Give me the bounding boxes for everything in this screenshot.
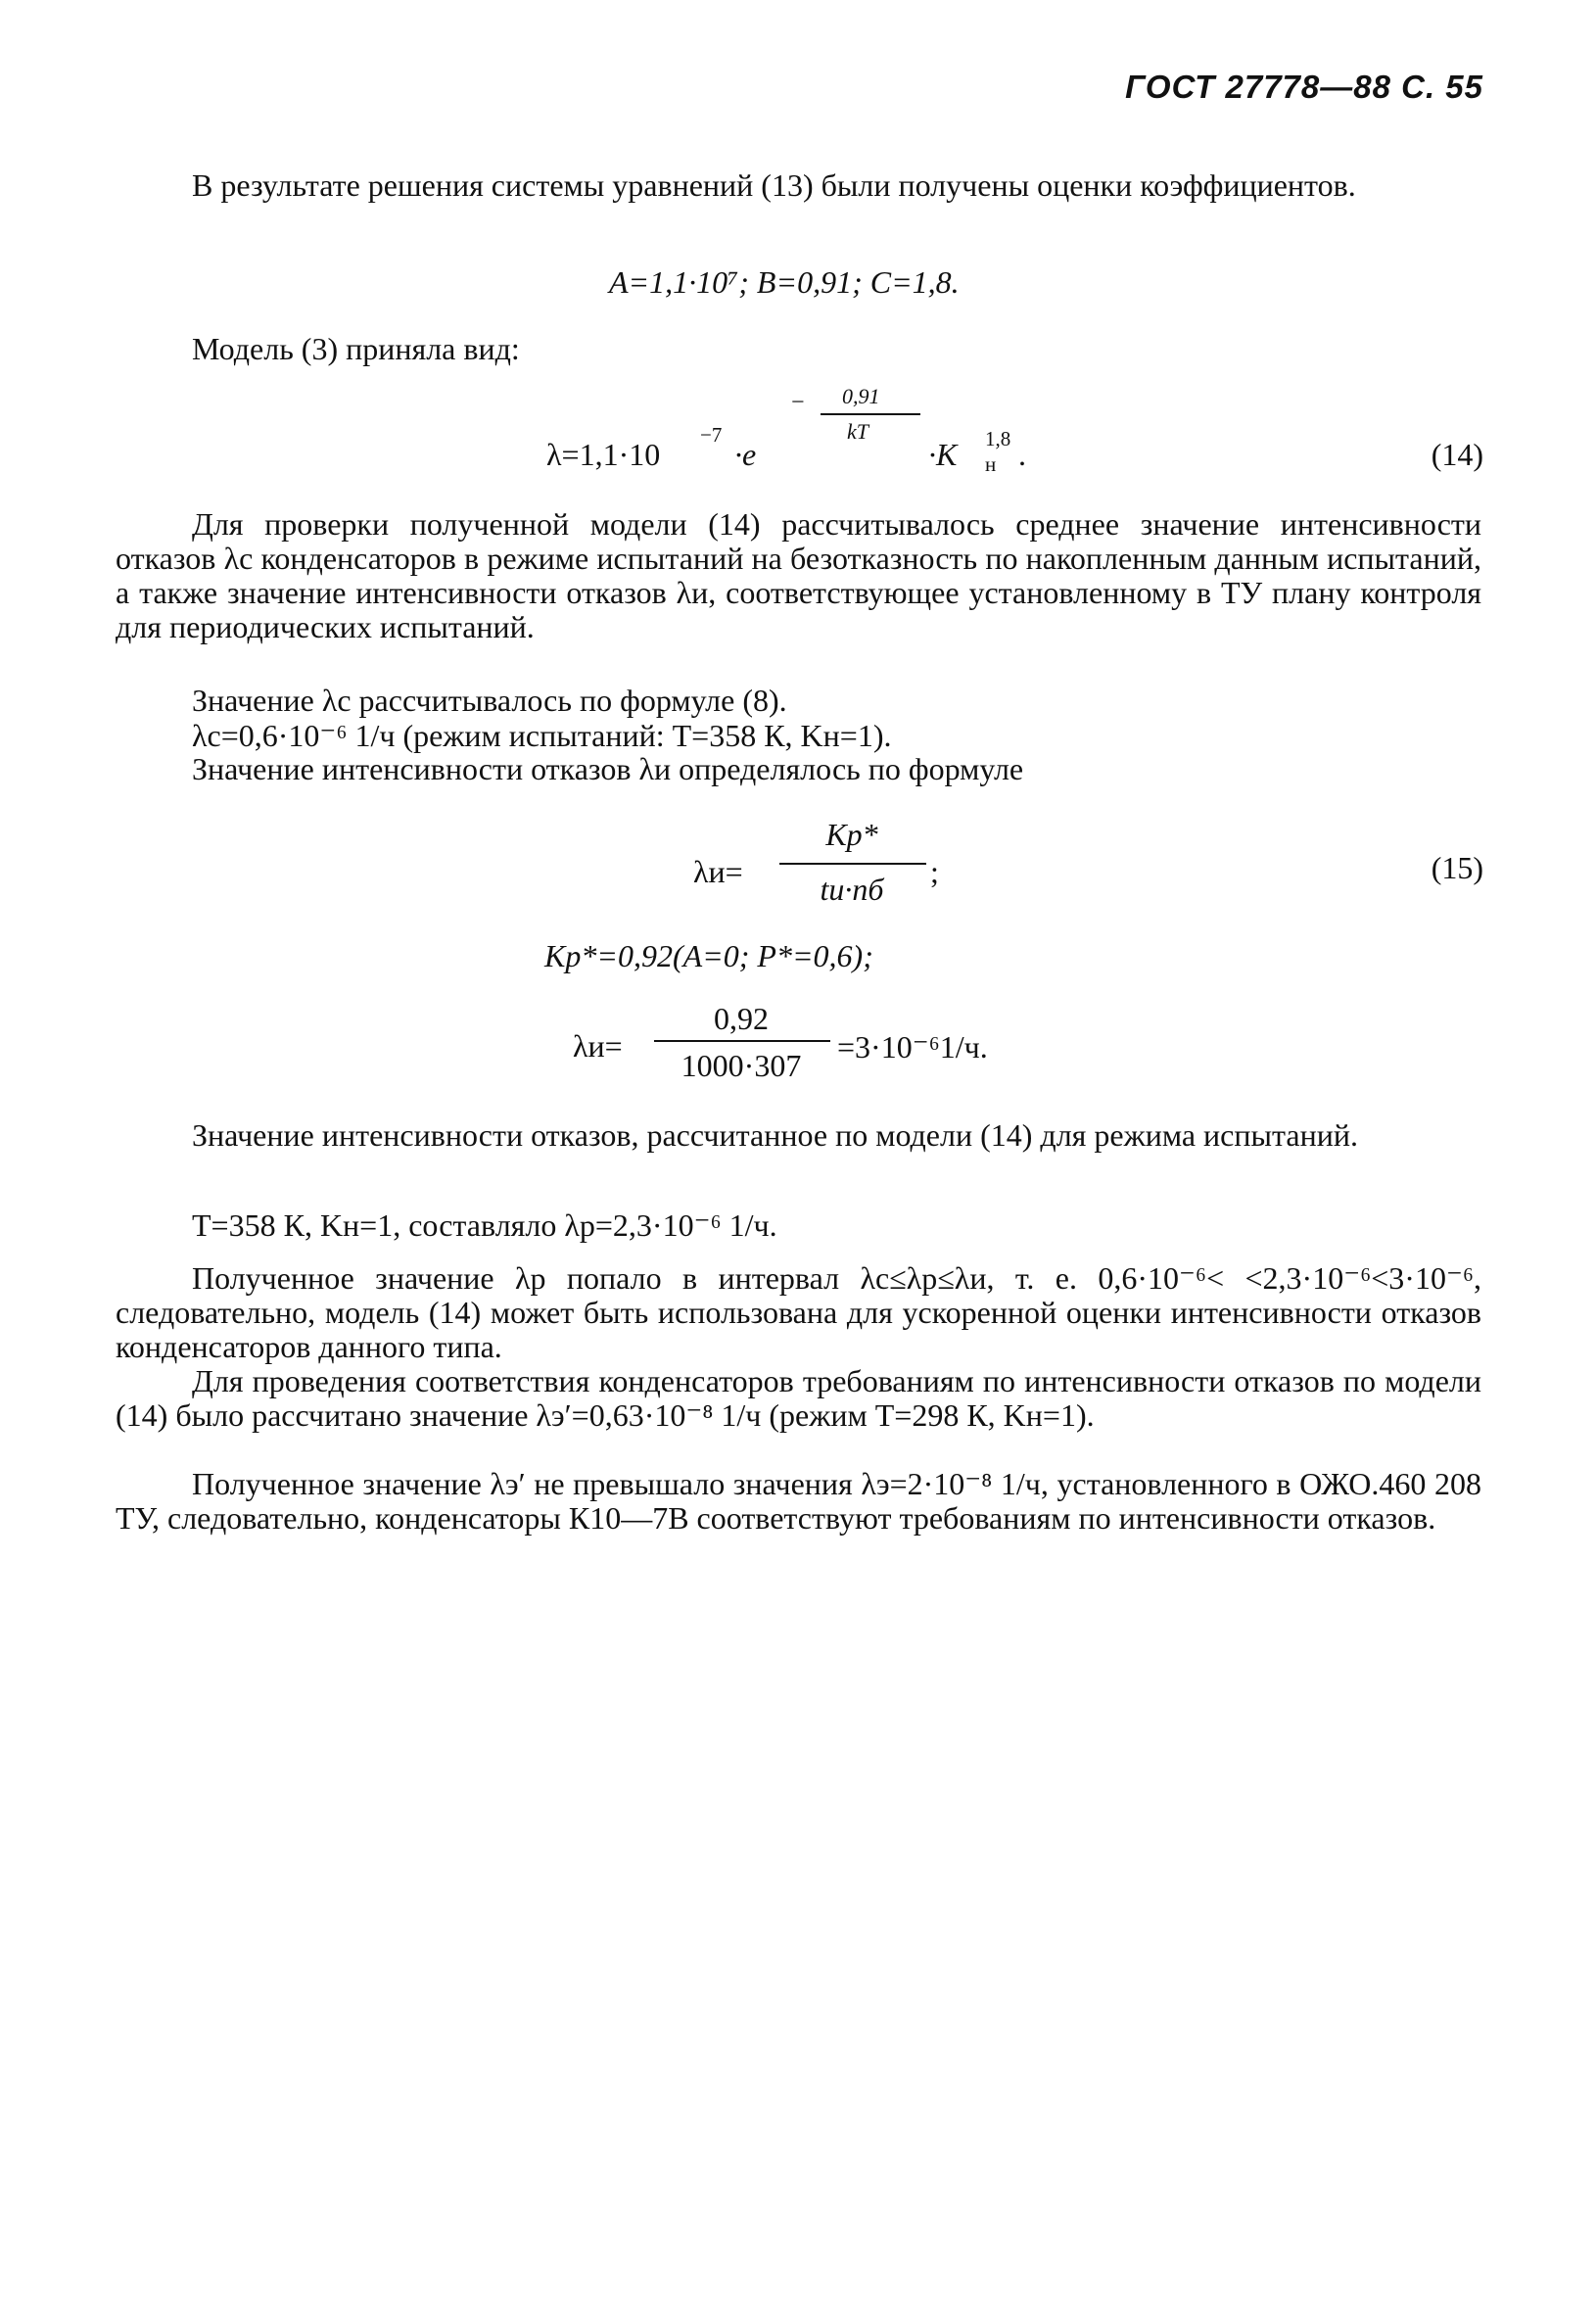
equation-number-15: (15) bbox=[1431, 850, 1483, 885]
paragraph-conclusion: Полученное значение λэ′ не превышало значения λэ=2·10⁻⁸ 1/ч, установленного в ОЖО.460 208 ТУ, следовательно, конденсаторы К10—7В соответствуют требованиям по интенсивности отказов. bbox=[116, 1466, 1481, 1536]
page-header: ГОСТ 27778—88 С. 55 bbox=[1125, 69, 1483, 105]
paragraph-lambda-c-value: λс=0,6·10⁻⁶ 1/ч (режим испытаний: T=358 К, Kн=1). bbox=[192, 718, 892, 753]
paragraph-lambda-p-value: T=358 К, Kн=1, составляло λр=2,3·10⁻⁶ 1/ч. bbox=[192, 1207, 777, 1243]
paragraph-model-form: Модель (3) приняла вид: bbox=[192, 331, 520, 366]
eq-li-numerator: 0,92 bbox=[714, 1001, 769, 1036]
eq-li-fraction-bar bbox=[654, 1040, 830, 1042]
eq14-frac-denominator: kT bbox=[847, 419, 868, 444]
eq15-denominator: tи·nб bbox=[820, 872, 884, 907]
paragraph-calculated-rate: Значение интенсивности отказов, рассчитанное по модели (14) для режима испытаний. bbox=[192, 1117, 1358, 1153]
kp-value-line: Kp*=0,92(A=0; P*=0,6); bbox=[544, 938, 873, 973]
paragraph-lambda-i-intro: Значение интенсивности отказов λи определялось по формуле bbox=[192, 751, 1024, 786]
eq15-semicolon: ; bbox=[930, 854, 939, 889]
eq14-frac-numerator: 0,91 bbox=[842, 384, 880, 408]
paragraph-interval-check: Полученное значение λр попало в интервал λс≤λр≤λи, т. е. 0,6·10⁻⁶< <2,3·10⁻⁶<3·10⁻⁶, следовательно, модель (14) может быть использована для ускоренной оценки интенсивности отказов конденсаторов данного типа. bbox=[116, 1260, 1481, 1364]
paragraph-lambda-c-formula: Значение λс рассчитывалось по формуле (8). bbox=[192, 683, 787, 718]
eq15-lhs: λи= bbox=[693, 854, 743, 889]
paragraph-coefficients-intro: В результате решения системы уравнений (13) были получены оценки коэффициентов. bbox=[192, 167, 1356, 203]
eq14-fraction-bar bbox=[821, 413, 920, 415]
eq14-k-symbol: ·K bbox=[928, 437, 958, 472]
eq14-period: . bbox=[1018, 437, 1026, 472]
paragraph-model-check: Для проверки полученной модели (14) рассчитывалось среднее значение интенсивности отказов λс конденсаторов в режиме испытаний на безотказность по накопленным данным испытаний, а также значение интенсивности отказов λи, соответствующее установленному в ТУ плану контроля для периодических испытаний. bbox=[116, 506, 1481, 644]
coefficients-line: A=1,1·10⁷; B=0,91; C=1,8. bbox=[609, 264, 960, 300]
eq14-k-subscript: н bbox=[985, 452, 997, 476]
eq14-k-superscript: 1,8 bbox=[985, 427, 1011, 450]
eq-li-denominator: 1000·307 bbox=[681, 1048, 802, 1083]
eq14-minus-sign: − bbox=[791, 390, 805, 415]
paragraph-conformity: Для проведения соответствия конденсаторов требованиям по интенсивности отказов по модели (14) было рассчитано значение λэ′=0,63·10⁻⁸ 1/ч (режим T=298 К, Kн=1). bbox=[116, 1363, 1481, 1433]
eq15-fraction-bar bbox=[779, 863, 926, 865]
eq14-exponent: −7 bbox=[700, 423, 723, 447]
eq-li-result: =3·10⁻⁶1/ч. bbox=[837, 1029, 988, 1064]
equation-number-14: (14) bbox=[1431, 437, 1483, 472]
eq14-e: ·e bbox=[734, 437, 757, 472]
eq-li-lhs: λи= bbox=[573, 1028, 623, 1064]
eq14-lhs: λ=1,1·10 bbox=[546, 437, 661, 472]
eq15-numerator: Kp* bbox=[825, 817, 878, 852]
